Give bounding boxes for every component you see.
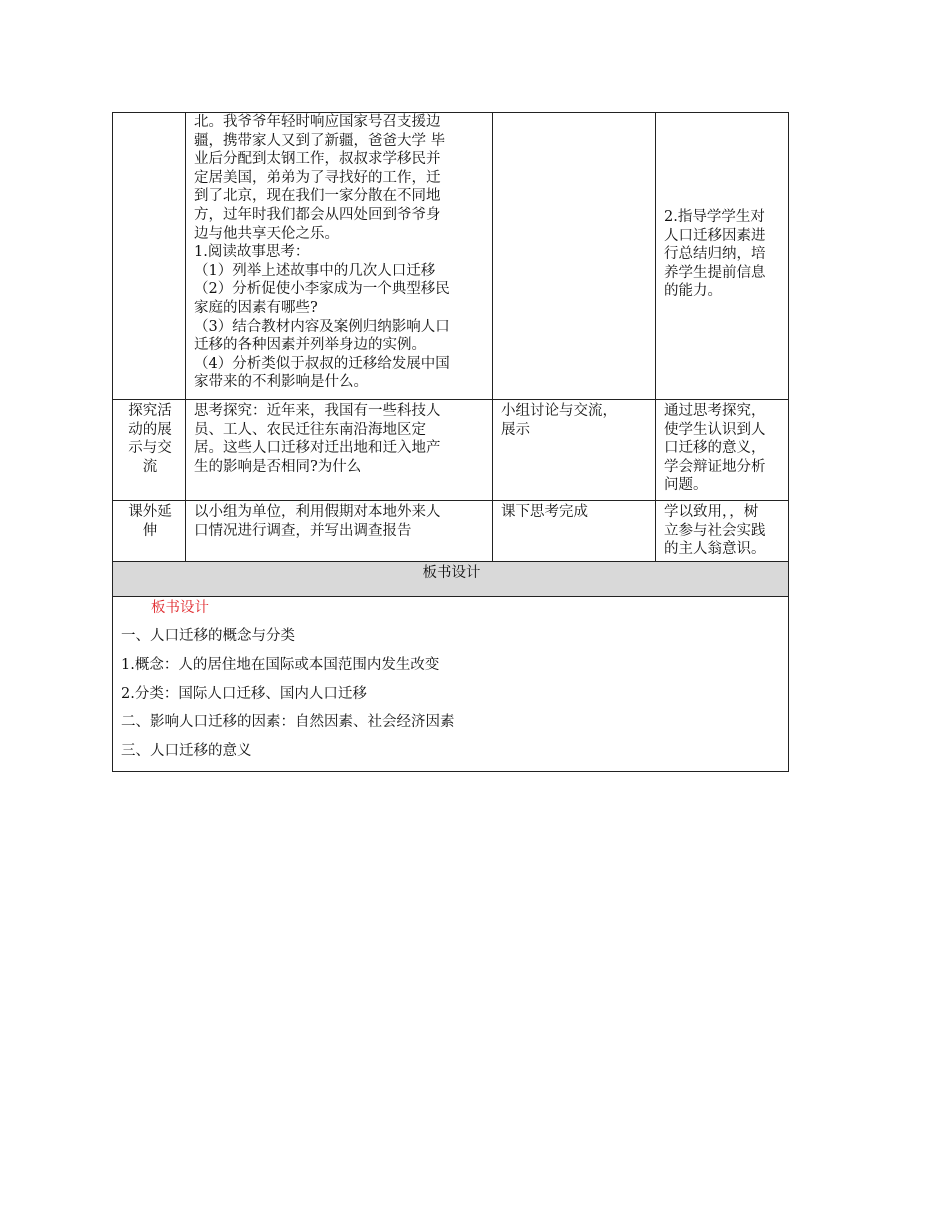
explore-student-line: 小组讨论与交流， bbox=[501, 403, 617, 419]
explore-intent-cell bbox=[656, 400, 789, 501]
story-question: 家带来的不利影响是什么。 bbox=[194, 374, 368, 391]
intent-line: 问题。 bbox=[664, 477, 708, 494]
intent-line: 立参与社会实践 bbox=[664, 522, 766, 539]
extension-content-cell bbox=[186, 501, 493, 562]
board-line: 三、人口迁移的意义 bbox=[121, 742, 252, 759]
story-content-cell bbox=[186, 113, 493, 400]
intent-line: 行总结归纳，培 bbox=[664, 246, 766, 263]
board-header-cell: 板书设计 bbox=[113, 561, 789, 596]
extension-row bbox=[113, 501, 789, 562]
story-line: 方，过年时我们都会从四处回到爷爷身 bbox=[194, 206, 441, 223]
intent-line: 2.指导学学生对 bbox=[664, 209, 765, 225]
extension-label-cell bbox=[113, 501, 186, 562]
intent-line: 养学生提前信息 bbox=[664, 264, 766, 281]
board-line: 二、影响人口迁移的因素：自然因素、社会经济因素 bbox=[121, 714, 455, 731]
story-row bbox=[113, 113, 789, 400]
lesson-plan-table bbox=[112, 112, 789, 772]
board-content-row bbox=[113, 596, 789, 771]
board-content-cell bbox=[113, 596, 789, 771]
story-question: （4）分析类似于叔叔的迁移给发展中国 bbox=[194, 355, 450, 372]
extension-label-line: 伸 bbox=[142, 522, 158, 539]
explore-content-cell bbox=[186, 400, 493, 501]
story-line: 到了北京，现在我们一家分散在不同地 bbox=[194, 188, 441, 205]
explore-student-line: 展示 bbox=[501, 421, 530, 438]
explore-line: 居。这些人口迁移对迁出地和迁入地产 bbox=[194, 440, 441, 457]
explore-line: 生的影响是否相同?为什么 bbox=[194, 458, 362, 475]
board-line: 1.概念：人的居住地在国际或本国范围内发生改变 bbox=[121, 656, 440, 673]
story-student-cell bbox=[493, 113, 656, 400]
story-question-heading: 1.阅读故事思考： bbox=[194, 244, 310, 261]
extension-label-line: 课外延 bbox=[128, 504, 172, 520]
extension-line: 以小组为单位，利用假期对本地外来人 bbox=[194, 504, 441, 520]
explore-label-line: 探究活 bbox=[128, 403, 172, 419]
explore-student-cell bbox=[493, 400, 656, 501]
board-line: 一、人口迁移的概念与分类 bbox=[121, 628, 295, 645]
story-line: 边与他共享天伦之乐。 bbox=[194, 225, 339, 242]
story-label-cell bbox=[113, 113, 186, 400]
explore-row bbox=[113, 400, 789, 501]
extension-intent-cell bbox=[656, 501, 789, 562]
board-title: 板书设计 bbox=[151, 599, 209, 616]
story-question: （2）分析促使小李家成为一个典型移民 bbox=[194, 281, 450, 298]
explore-label-line: 流 bbox=[142, 458, 158, 475]
board-line: 2.分类：国际人口迁移、国内人口迁移 bbox=[121, 685, 367, 702]
story-question: （1）列举上述故事中的几次人口迁移 bbox=[194, 262, 436, 279]
story-line: 定居美国，弟弟为了寻找好的工作，迁 bbox=[194, 169, 441, 186]
intent-line: 的主人翁意识。 bbox=[664, 541, 766, 558]
intent-line: 的能力。 bbox=[664, 283, 722, 300]
story-line: 业后分配到太钢工作，叔叔求学移民并 bbox=[194, 151, 441, 168]
explore-line: 员、工人、农民迁往东南沿海地区定 bbox=[194, 421, 426, 438]
story-line: 北。我爷爷年轻时响应国家号召支援边 bbox=[194, 114, 441, 130]
explore-line: 思考探究：近年来，我国有一些科技人 bbox=[194, 403, 441, 419]
extension-line: 口情况进行调查，并写出调查报告 bbox=[194, 522, 412, 539]
intent-line: 学以致用，，树 bbox=[664, 504, 759, 520]
explore-label-cell bbox=[113, 400, 186, 501]
board-header-row bbox=[113, 561, 789, 596]
explore-label-line: 动的展 bbox=[128, 421, 172, 438]
story-question: 家庭的因素有哪些? bbox=[194, 299, 318, 316]
story-question: 迁移的各种因素并列举身边的实例。 bbox=[194, 337, 426, 354]
story-line: 疆，携带家人又到了新疆，爸爸大学 毕 bbox=[194, 132, 446, 149]
explore-label-line: 示与交 bbox=[128, 440, 172, 457]
intent-line: 口迁移的意义， bbox=[664, 440, 766, 457]
intent-line: 使学生认识到人 bbox=[664, 421, 766, 438]
intent-line: 通过思考探究， bbox=[664, 403, 766, 419]
story-question: （3）结合教材内容及案例归纳影响人口 bbox=[194, 318, 450, 335]
intent-line: 学会辩证地分析 bbox=[664, 458, 766, 475]
story-intent-cell bbox=[656, 113, 789, 400]
intent-line: 人口迁移因素进 bbox=[664, 227, 766, 244]
lesson-plan-page bbox=[112, 112, 788, 772]
extension-student-cell: 课下思考完成 bbox=[493, 501, 656, 562]
